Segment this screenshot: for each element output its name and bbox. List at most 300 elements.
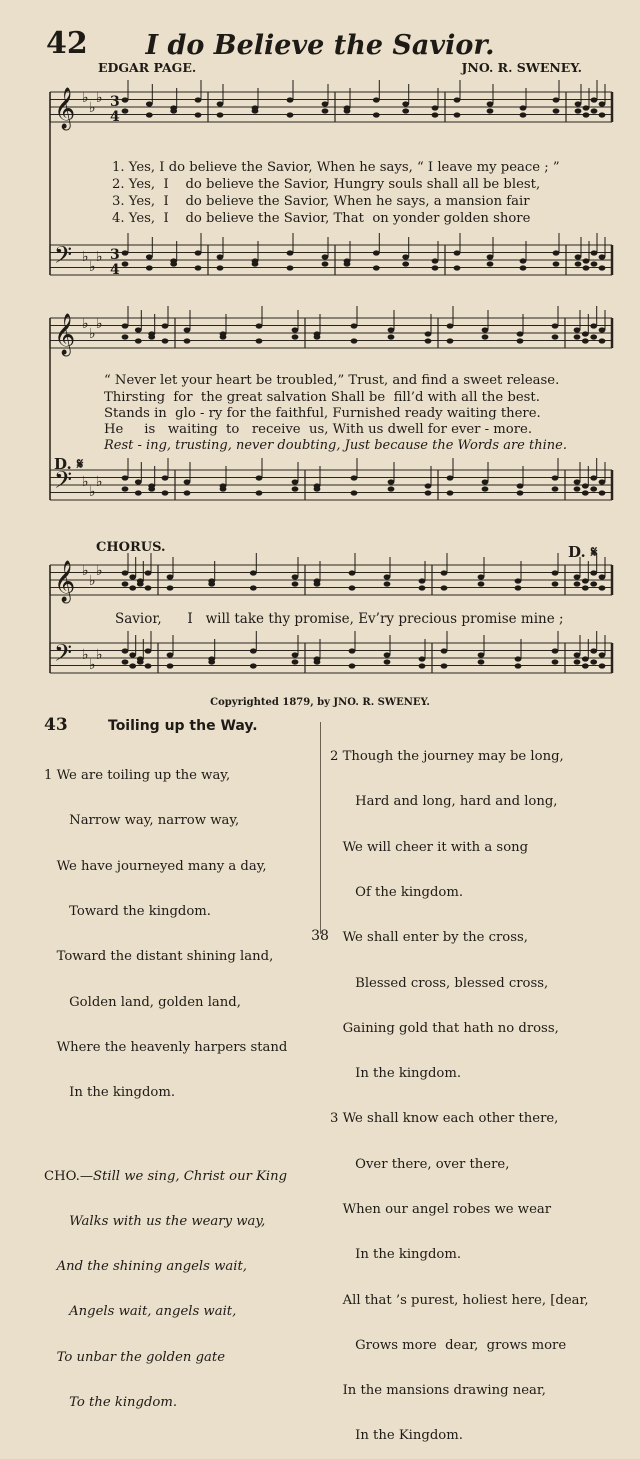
note-head — [167, 574, 174, 579]
note-head — [250, 585, 257, 590]
note-head — [145, 648, 152, 653]
note-head — [344, 261, 351, 266]
note-head — [287, 97, 294, 102]
note-head — [517, 483, 524, 488]
note-head — [146, 112, 153, 117]
verse-line: Narrow way, narrow way, — [44, 813, 240, 829]
stanza-line-2: 2. Yes, I do believe the Savior, Hungry souls shall all be blest, — [112, 177, 541, 192]
page-number: 38 — [311, 928, 329, 944]
note-head — [517, 331, 524, 336]
flat-sign: ♭ — [82, 474, 89, 490]
note-head — [292, 334, 299, 339]
note-head — [135, 338, 142, 343]
column-divider — [320, 722, 321, 934]
note-head — [419, 656, 426, 661]
note-head — [146, 265, 153, 270]
note-head — [425, 483, 432, 488]
note-head — [122, 475, 129, 480]
note-head — [162, 323, 169, 328]
note-head — [208, 659, 215, 664]
note-head — [122, 108, 129, 113]
chorus-label: CHO.— — [44, 1168, 94, 1184]
note-head — [384, 659, 391, 664]
note-head — [122, 486, 129, 491]
note-head — [351, 490, 358, 495]
flat-sign: ♭ — [82, 90, 89, 106]
note-head — [553, 108, 560, 113]
note-head — [217, 101, 224, 106]
stanza-line-3: 3. Yes, I do believe the Savior, When he says, a mansion fair — [112, 194, 530, 209]
note-head — [292, 652, 299, 657]
verse-line: When our angel robes we wear — [330, 1202, 552, 1217]
note-head — [373, 97, 380, 102]
flat-sign: ♭ — [89, 573, 96, 589]
chorus-line: Still we sing, Christ our King — [93, 1168, 288, 1184]
second-line-4: He is waiting to receive us, With us dwell for ever - more. — [104, 422, 533, 437]
note-head — [583, 258, 590, 263]
note-head — [162, 475, 169, 480]
note-head — [552, 486, 559, 491]
note-head — [252, 261, 259, 266]
chorus-text: Savior, I will take thy promise, Ev’ry precious promise mine ; — [115, 611, 564, 627]
hymn-title: I do Believe the Savior. — [145, 30, 495, 61]
note-head — [419, 585, 426, 590]
note-head — [292, 574, 299, 579]
note-head — [256, 475, 263, 480]
note-head — [220, 334, 227, 339]
note-head — [447, 475, 454, 480]
note-head — [599, 574, 606, 579]
verse-line: Where the heavenly harpers stand — [44, 1039, 288, 1055]
verse-line: 2 Though the journey may be long, — [330, 749, 564, 765]
note-head — [583, 105, 590, 110]
note-head — [402, 101, 409, 106]
note-head — [447, 338, 454, 343]
note-head — [599, 490, 606, 495]
note-head — [129, 652, 136, 657]
note-head — [217, 112, 224, 117]
note-head — [135, 479, 142, 484]
note-head — [599, 254, 606, 259]
note-head — [122, 659, 129, 664]
note-head — [454, 265, 461, 270]
note-head — [591, 97, 598, 102]
note-head — [146, 254, 153, 259]
note-head — [137, 659, 144, 664]
verse-line: All that ’s purest, holiest here, [dear, — [330, 1292, 589, 1308]
note-head — [582, 483, 589, 488]
note-head — [122, 323, 129, 328]
treble-clef: 𝄞 — [54, 314, 76, 355]
note-head — [482, 334, 489, 339]
verse-line: Of the kingdom. — [330, 885, 464, 901]
note-head — [349, 663, 356, 668]
note-head — [145, 663, 152, 668]
verse-line: In the kingdom. — [330, 1066, 462, 1082]
verse-line: Blessed cross, blessed cross, — [330, 975, 549, 991]
note-head — [574, 327, 581, 332]
note-head — [574, 659, 581, 664]
note-head — [582, 663, 589, 668]
bass-clef: 𝄢 — [54, 639, 73, 672]
note-head — [520, 258, 527, 263]
note-head — [599, 112, 606, 117]
note-head — [590, 570, 597, 575]
note-head — [515, 578, 522, 583]
note-head — [454, 250, 461, 255]
ds-mark: D. 𝄋 — [54, 455, 84, 473]
verse-line: In the kingdom. — [44, 1085, 176, 1101]
note-head — [575, 101, 582, 106]
verse-line: 3 We shall know each other there, — [330, 1111, 559, 1127]
flat-sign: ♭ — [82, 647, 89, 663]
note-head — [590, 486, 597, 491]
bass-clef: 𝄢 — [54, 241, 73, 274]
note-head — [432, 258, 439, 263]
note-head — [322, 108, 329, 113]
note-head — [599, 265, 606, 270]
note-head — [599, 479, 606, 484]
note-head — [478, 652, 485, 657]
flat-sign: ♭ — [96, 647, 103, 663]
verse-line: In the kingdom. — [330, 1247, 462, 1263]
note-head — [314, 486, 321, 491]
note-head — [591, 250, 598, 255]
note-head — [292, 581, 299, 586]
second-line-2: Thirsting for the great salvation Shall be fill’d with all the best. — [104, 390, 540, 405]
note-head — [252, 108, 259, 113]
note-head — [582, 338, 589, 343]
note-head — [122, 250, 129, 255]
time-signature: 3 — [110, 247, 120, 263]
note-head — [447, 323, 454, 328]
note-head — [349, 648, 356, 653]
note-head — [287, 112, 294, 117]
note-head — [217, 265, 224, 270]
note-head — [432, 105, 439, 110]
chorus-line: To the kingdom. — [44, 1395, 178, 1411]
note-head — [344, 108, 351, 113]
note-head — [515, 663, 522, 668]
note-head — [482, 479, 489, 484]
note-head — [574, 574, 581, 579]
note-head — [582, 331, 589, 336]
note-head — [322, 101, 329, 106]
flat-sign: ♭ — [82, 249, 89, 265]
note-head — [582, 585, 589, 590]
note-head — [574, 652, 581, 657]
note-head — [170, 108, 177, 113]
note-head — [425, 490, 432, 495]
chorus-line: And the shining angels wait, — [44, 1259, 247, 1275]
note-head — [575, 108, 582, 113]
bass-clef: 𝄢 — [54, 466, 73, 499]
note-head — [148, 486, 155, 491]
note-head — [402, 261, 409, 266]
note-head — [314, 334, 321, 339]
chorus-line: Walks with us the weary way, — [44, 1213, 266, 1229]
flat-sign: ♭ — [89, 259, 96, 275]
music-credit: JNO. R. SWENEY. — [461, 60, 582, 75]
note-head — [162, 338, 169, 343]
note-head — [487, 261, 494, 266]
note-head — [590, 581, 597, 586]
stanza-line-4: 4. Yes, I do believe the Savior, That on yonder golden shore — [112, 211, 531, 226]
note-head — [478, 581, 485, 586]
stanza-line-1: 1. Yes, I do believe the Savior, When he says, “ I leave my peace ; ” — [112, 160, 560, 175]
hymn43-right-column — [330, 719, 589, 1459]
note-head — [599, 663, 606, 668]
note-head — [135, 327, 142, 332]
flat-sign: ♭ — [89, 100, 96, 116]
note-head — [122, 261, 129, 266]
note-head — [590, 659, 597, 664]
chorus-line: Angels wait, angels wait, — [44, 1304, 237, 1320]
note-head — [552, 570, 559, 575]
note-head — [167, 585, 174, 590]
note-head — [590, 648, 597, 653]
note-head — [402, 108, 409, 113]
note-head — [574, 479, 581, 484]
note-head — [384, 574, 391, 579]
verse-line: 1 We are toiling up the way, — [44, 768, 231, 784]
note-head — [384, 652, 391, 657]
note-head — [441, 663, 448, 668]
note-head — [256, 490, 263, 495]
note-head — [454, 112, 461, 117]
note-head — [432, 265, 439, 270]
words-credit: EDGAR PAGE. — [98, 60, 197, 75]
time-signature: 4 — [110, 262, 120, 278]
note-head — [145, 585, 152, 590]
note-head — [487, 108, 494, 113]
note-head — [441, 585, 448, 590]
note-head — [349, 585, 356, 590]
note-head — [220, 486, 227, 491]
ds-mark-chorus: D. 𝄋 — [568, 543, 598, 561]
note-head — [447, 490, 454, 495]
refrain-line: Rest - ing, trusting, never doubting, Just because the Words are thine. — [104, 438, 567, 453]
note-head — [388, 327, 395, 332]
note-head — [129, 574, 136, 579]
hymn43-title: Toiling up the Way. — [108, 718, 258, 734]
note-head — [515, 585, 522, 590]
second-line-1: “ Never let your heart be troubled,” Trust, and find a sweet release. — [104, 373, 560, 388]
note-head — [250, 570, 257, 575]
verse-line: We shall enter by the cross, — [330, 930, 528, 946]
note-head — [287, 250, 294, 255]
note-head — [552, 323, 559, 328]
note-head — [552, 648, 559, 653]
note-head — [574, 334, 581, 339]
note-head — [184, 327, 191, 332]
note-head — [482, 486, 489, 491]
note-head — [515, 656, 522, 661]
note-head — [552, 659, 559, 664]
note-head — [349, 570, 356, 575]
treble-clef: 𝄞 — [54, 561, 76, 602]
note-head — [351, 338, 358, 343]
verse-line: Grows more dear, grows more — [330, 1337, 567, 1353]
note-head — [292, 479, 299, 484]
chorus-first-line — [44, 1169, 287, 1184]
note-head — [583, 112, 590, 117]
note-head — [184, 479, 191, 484]
note-head — [552, 334, 559, 339]
note-head — [590, 323, 597, 328]
note-head — [373, 265, 380, 270]
note-head — [517, 338, 524, 343]
note-head — [292, 486, 299, 491]
note-head — [184, 490, 191, 495]
note-head — [441, 570, 448, 575]
note-head — [590, 475, 597, 480]
note-head — [195, 265, 202, 270]
note-head — [351, 323, 358, 328]
verse-line: We have journeyed many a day, — [44, 858, 267, 874]
flat-sign: ♭ — [96, 90, 103, 106]
note-head — [250, 648, 257, 653]
note-head — [552, 475, 559, 480]
note-head — [441, 648, 448, 653]
note-head — [137, 581, 144, 586]
note-head — [553, 97, 560, 102]
hymn-number: 42 — [46, 26, 88, 61]
treble-clef: 𝄞 — [54, 88, 76, 129]
flat-sign: ♭ — [82, 316, 89, 332]
flat-sign: ♭ — [96, 563, 103, 579]
flat-sign: ♭ — [96, 249, 103, 265]
note-head — [582, 578, 589, 583]
verse-line: We will cheer it with a song — [330, 839, 529, 855]
note-head — [591, 108, 598, 113]
note-head — [129, 585, 136, 590]
note-head — [217, 254, 224, 259]
note-head — [574, 486, 581, 491]
note-head — [487, 254, 494, 259]
note-head — [148, 334, 155, 339]
flat-sign: ♭ — [96, 474, 103, 490]
note-head — [170, 261, 177, 266]
time-signature: 3 — [110, 94, 120, 110]
verse-line: In the mansions drawing near, — [330, 1383, 546, 1399]
flat-sign: ♭ — [89, 326, 96, 342]
note-head — [292, 659, 299, 664]
note-head — [256, 338, 263, 343]
note-head — [373, 250, 380, 255]
note-head — [520, 105, 527, 110]
chorus-line: To unbar the golden gate — [44, 1349, 225, 1365]
note-head — [195, 250, 202, 255]
flat-sign: ♭ — [89, 484, 96, 500]
note-head — [384, 581, 391, 586]
note-head — [520, 112, 527, 117]
note-head — [582, 490, 589, 495]
note-head — [478, 574, 485, 579]
note-head — [591, 261, 598, 266]
note-head — [129, 663, 136, 668]
note-head — [419, 578, 426, 583]
note-head — [583, 265, 590, 270]
note-head — [351, 475, 358, 480]
note-head — [122, 648, 129, 653]
note-head — [402, 254, 409, 259]
verse-line: In the Kingdom. — [330, 1428, 463, 1444]
flat-sign: ♭ — [96, 316, 103, 332]
verse-line: Over there, over there, — [330, 1156, 510, 1172]
note-head — [184, 338, 191, 343]
flat-sign: ♭ — [89, 657, 96, 673]
hymn43-number: 43 — [44, 715, 68, 735]
note-head — [575, 254, 582, 259]
note-head — [195, 97, 202, 102]
note-head — [478, 659, 485, 664]
note-head — [167, 663, 174, 668]
note-head — [432, 112, 439, 117]
chorus-label: CHORUS. — [96, 540, 166, 555]
flat-sign: ♭ — [82, 563, 89, 579]
note-head — [590, 334, 597, 339]
note-head — [599, 338, 606, 343]
note-head — [553, 250, 560, 255]
note-head — [167, 652, 174, 657]
note-head — [487, 101, 494, 106]
note-head — [599, 101, 606, 106]
note-head — [314, 659, 321, 664]
note-head — [574, 581, 581, 586]
hymn43-left-column — [44, 738, 287, 1425]
note-head — [388, 479, 395, 484]
note-head — [122, 581, 129, 586]
second-line-3: Stands in glo - ry for the faithful, Furnished ready waiting there. — [104, 406, 541, 421]
note-head — [145, 570, 152, 575]
note-head — [552, 581, 559, 586]
note-head — [419, 663, 426, 668]
note-head — [314, 581, 321, 586]
note-head — [250, 663, 257, 668]
verse-line: Toward the kingdom. — [44, 904, 211, 920]
note-head — [553, 261, 560, 266]
note-head — [292, 327, 299, 332]
note-head — [599, 327, 606, 332]
note-head — [122, 570, 129, 575]
note-head — [599, 652, 606, 657]
note-head — [520, 265, 527, 270]
verse-line: Gaining gold that hath no dross, — [330, 1020, 559, 1036]
note-head — [287, 265, 294, 270]
time-signature: 4 — [110, 109, 120, 125]
note-head — [599, 585, 606, 590]
verse-line: Hard and long, hard and long, — [330, 794, 558, 810]
note-head — [322, 261, 329, 266]
note-head — [208, 581, 215, 586]
note-head — [517, 490, 524, 495]
note-head — [122, 334, 129, 339]
verse-line: Toward the distant shining land, — [44, 949, 274, 965]
note-head — [425, 338, 432, 343]
copyright: Copyrighted 1879, by JNO. R. SWENEY. — [210, 697, 430, 708]
note-head — [582, 656, 589, 661]
note-head — [195, 112, 202, 117]
note-head — [454, 97, 461, 102]
note-head — [135, 490, 142, 495]
note-head — [373, 112, 380, 117]
note-head — [575, 261, 582, 266]
note-head — [388, 334, 395, 339]
note-head — [388, 486, 395, 491]
note-head — [146, 101, 153, 106]
note-head — [162, 490, 169, 495]
